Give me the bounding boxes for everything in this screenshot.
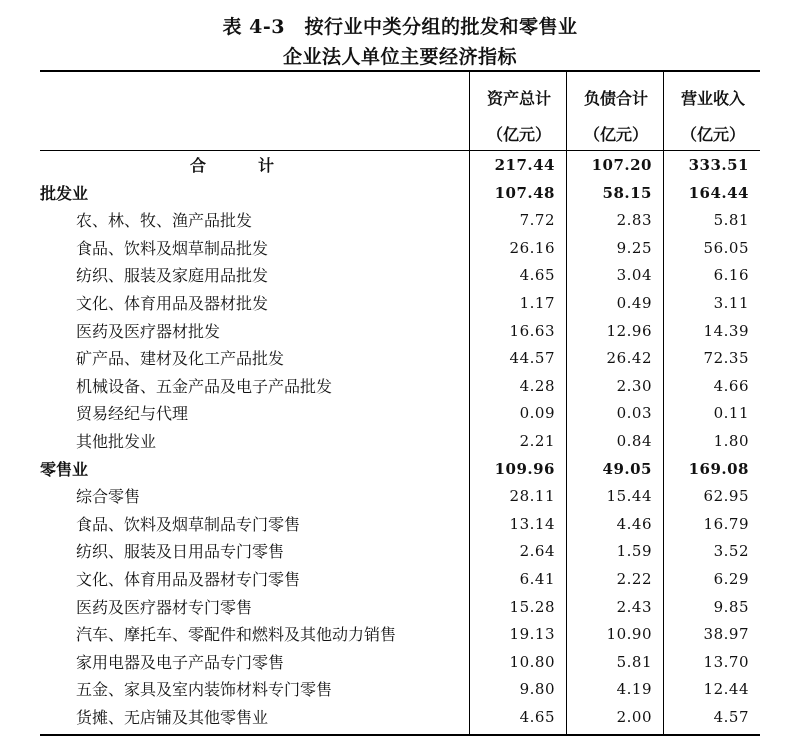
liabilities-value: 0.84 (616, 432, 652, 450)
liabilities-value: 5.81 (616, 652, 652, 671)
table-title-line2: 企业法人单位主要经济指标 (282, 46, 517, 68)
revenue-value: 9.85 (713, 597, 749, 616)
liabilities-value: 2.30 (616, 376, 652, 395)
table-row (40, 676, 760, 703)
liabilities-value: 12.96 (606, 321, 652, 340)
assets-value: 109.96 (494, 459, 555, 478)
table-row (40, 511, 760, 538)
liabilities-value: 0.03 (616, 404, 652, 423)
row-label: 合 计 (190, 156, 293, 175)
row-label: 食品、饮料及烟草制品专门零售 (76, 514, 301, 534)
revenue-value: 4.66 (713, 376, 749, 395)
table-row (40, 594, 760, 621)
assets-value: 44.57 (509, 349, 555, 368)
revenue-value: 12.44 (703, 680, 749, 699)
assets-value: 2.21 (519, 432, 555, 450)
assets-value: 217.44 (494, 156, 555, 174)
row-label: 文化、体育用品及器材批发 (76, 294, 269, 313)
header-revenue-unit: （亿元） (680, 125, 745, 144)
assets-value: 1.17 (519, 294, 555, 312)
row-label: 其他批发业 (76, 432, 157, 451)
table-row (40, 428, 760, 455)
table-row (40, 621, 760, 648)
assets-value: 4.28 (519, 376, 555, 395)
liabilities-value: 0.49 (616, 294, 652, 312)
table-row (40, 207, 760, 234)
header-bottom-rule (40, 150, 760, 151)
row-label: 机械设备、五金产品及电子产品批发 (76, 376, 333, 396)
table-row (40, 290, 760, 317)
table-row (40, 483, 760, 510)
row-label: 批发业 (40, 183, 89, 203)
assets-value: 16.63 (509, 321, 555, 340)
assets-value: 0.09 (519, 404, 555, 423)
row-label: 矿产品、建材及化工产品批发 (76, 349, 285, 369)
revenue-value: 4.57 (713, 708, 749, 726)
row-label: 医药及医疗器材专门零售 (76, 597, 253, 617)
revenue-value: 333.51 (688, 156, 749, 174)
liabilities-value: 2.83 (616, 211, 652, 230)
liabilities-value: 107.20 (591, 156, 652, 174)
liabilities-value: 58.15 (602, 183, 652, 202)
table-row (40, 704, 760, 731)
table-title-line1: 表 4-3 按行业中类分组的批发和零售业 (222, 16, 578, 38)
row-label: 文化、体育用品及器材专门零售 (76, 570, 301, 589)
row-label: 汽车、摩托车、零配件和燃料及其他动力销售 (76, 625, 397, 645)
assets-value: 10.80 (509, 652, 555, 671)
header-assets-unit: （亿元） (486, 125, 551, 144)
total-row (40, 152, 760, 179)
liabilities-value: 9.25 (616, 238, 652, 257)
revenue-value: 0.11 (713, 404, 749, 423)
liabilities-value: 26.42 (606, 349, 652, 368)
row-label: 五金、家具及室内装饰材料专门零售 (76, 680, 333, 700)
row-label: 农、林、牧、渔产品批发 (76, 211, 253, 231)
top-rule (40, 70, 760, 72)
assets-value: 7.72 (519, 211, 555, 230)
revenue-value: 62.95 (703, 487, 749, 506)
header-revenue: 营业收入 (680, 89, 745, 108)
revenue-value: 5.81 (713, 211, 749, 230)
liabilities-value: 4.46 (616, 514, 652, 533)
assets-value: 9.80 (519, 680, 555, 699)
row-label: 货摊、无店铺及其他零售业 (76, 708, 269, 727)
assets-value: 107.48 (494, 183, 555, 202)
row-label: 贸易经纪与代理 (76, 404, 189, 424)
table-row (40, 318, 760, 345)
category-row (40, 180, 760, 207)
category-row (40, 456, 760, 483)
assets-value: 4.65 (519, 266, 555, 285)
table-row (40, 262, 760, 289)
assets-value: 4.65 (519, 708, 555, 726)
revenue-value: 1.80 (713, 432, 749, 450)
revenue-value: 14.39 (703, 321, 749, 340)
assets-value: 6.41 (519, 570, 555, 588)
table-row (40, 400, 760, 427)
assets-value: 2.64 (519, 542, 555, 561)
table-row (40, 373, 760, 400)
liabilities-value: 2.00 (616, 708, 652, 726)
assets-value: 15.28 (509, 597, 555, 616)
liabilities-value: 1.59 (616, 542, 652, 561)
revenue-value: 3.52 (713, 542, 749, 561)
row-label: 食品、饮料及烟草制品批发 (76, 238, 269, 258)
revenue-value: 3.11 (713, 294, 749, 312)
revenue-value: 6.29 (713, 570, 749, 588)
assets-value: 19.13 (509, 625, 555, 644)
revenue-value: 164.44 (688, 183, 749, 202)
assets-value: 13.14 (509, 514, 555, 533)
revenue-value: 6.16 (713, 266, 749, 285)
table-row (40, 538, 760, 565)
liabilities-value: 15.44 (606, 487, 652, 506)
liabilities-value: 49.05 (602, 459, 652, 478)
liabilities-value: 10.90 (606, 625, 652, 644)
row-label: 综合零售 (76, 487, 141, 507)
liabilities-value: 2.22 (616, 570, 652, 588)
revenue-value: 38.97 (703, 625, 749, 644)
header-liabilities-unit: （亿元） (583, 125, 648, 144)
table-row (40, 649, 760, 676)
row-label: 零售业 (40, 459, 89, 479)
table-row (40, 566, 760, 593)
assets-value: 26.16 (509, 238, 555, 257)
liabilities-value: 2.43 (616, 597, 652, 616)
header-assets: 资产总计 (486, 89, 551, 108)
revenue-value: 72.35 (703, 349, 749, 368)
liabilities-value: 3.04 (616, 266, 652, 285)
row-label: 家用电器及电子产品专门零售 (76, 652, 285, 672)
bottom-rule (40, 734, 760, 736)
table-row (40, 345, 760, 372)
revenue-value: 13.70 (703, 652, 749, 671)
revenue-value: 16.79 (703, 514, 749, 533)
revenue-value: 169.08 (688, 459, 749, 478)
row-label: 纺织、服装及家庭用品批发 (76, 266, 269, 286)
revenue-value: 56.05 (703, 238, 749, 257)
row-label: 医药及医疗器材批发 (76, 321, 221, 341)
liabilities-value: 4.19 (616, 680, 652, 699)
header-liabilities: 负债合计 (583, 89, 648, 108)
row-label: 纺织、服装及日用品专门零售 (76, 542, 285, 562)
table-row (40, 235, 760, 262)
assets-value: 28.11 (509, 487, 555, 506)
